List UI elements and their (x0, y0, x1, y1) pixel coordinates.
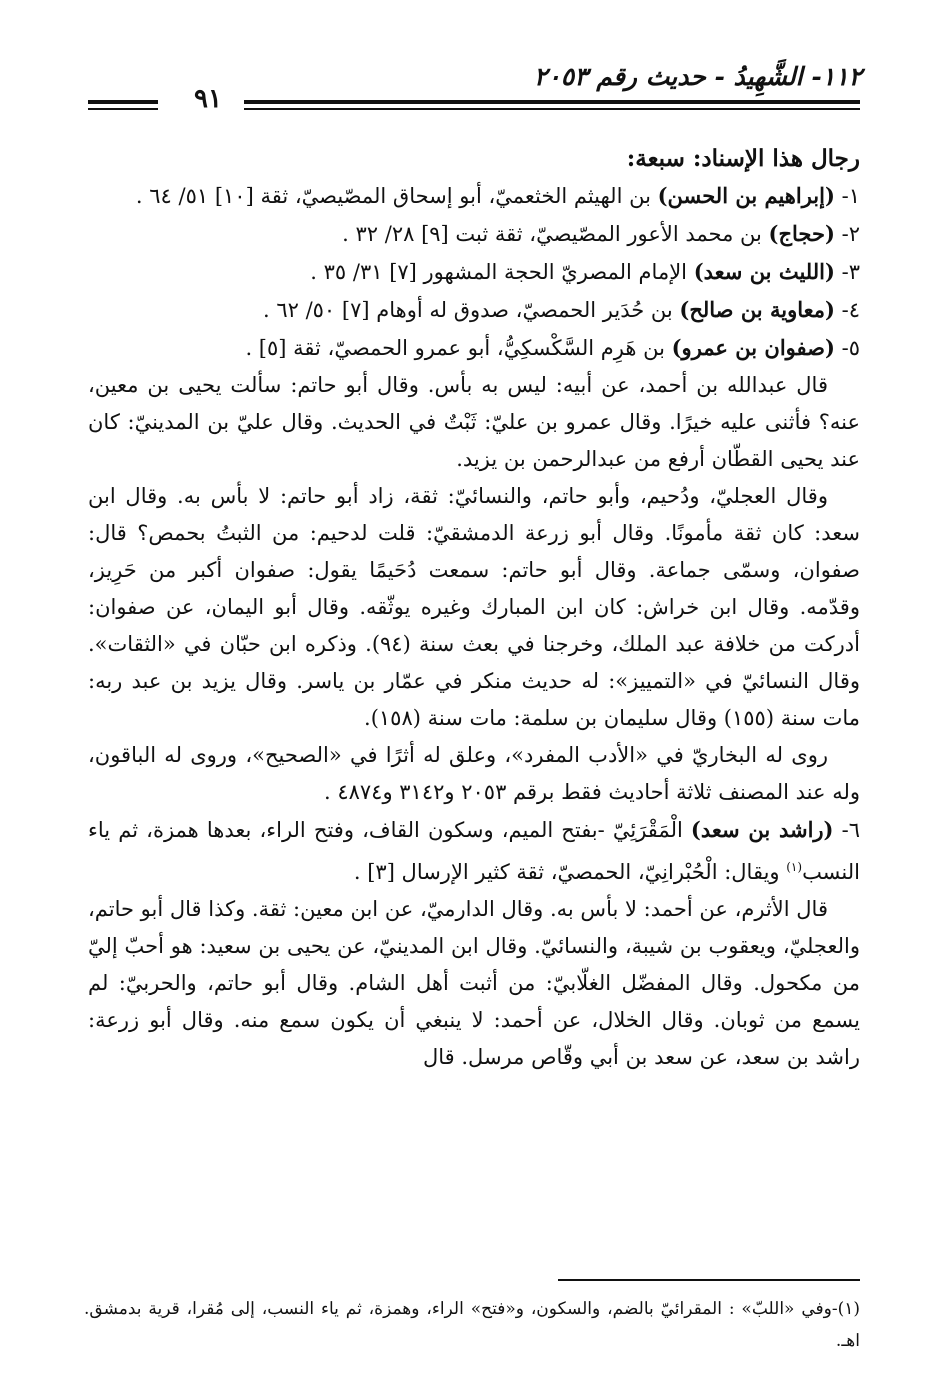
header-rule-left-thin (88, 108, 158, 110)
narrator-number: ٢- (841, 222, 860, 246)
narrator-name: (راشد بن سعد) (690, 817, 834, 842)
narrator-number: ٣- (841, 260, 860, 284)
narrator-details: الإمام المصريّ الحجة المشهور [٧] ٣١/ ٣٥ . (310, 260, 694, 284)
header-rule-left-thick (88, 100, 158, 104)
narrator-details: بن محمد الأعور المصّيصيّ، ثقة ثبت [٩] ٢٨/ ٣٢ . (342, 222, 769, 246)
narrator-1 (88, 177, 860, 215)
narrator-number: ١- (841, 184, 860, 208)
paragraph: وقال العجليّ، ودُحيم، وأبو حاتم، والنسائيّ: ثقة، زاد أبو حاتم: لا بأس به. وقال ابن سعد: كان ثقة مأمونًا. وقال أبو زرعة الدمشقيّ: قلت لدحيم: من الثبتُ بحمص؟ قال: صفوان، وسمّى جماعة. وقال أبو حاتم: سمعت دُحَيمًا يقول: صفوان أكبر من حَرِيز، وقدّمه. وقال ابن خراش: كان ابن المبارك وغيره يوثّقه. وقال أبو اليمان، عن صفوان: أدركت من خلافة عبد الملك، وخرجنا في بعث سنة (٩٤). وذكره ابن حبّان في «الثقات». وقال النسائيّ في «التمييز»: له حديث منكر في عمّار بن ياسر. وقال يزيد بن عبد ربه: مات سنة (١٥٥) وقال سليمان بن سلمة: مات سنة (١٥٨). (88, 484, 860, 730)
narrator-number: ٤- (841, 298, 860, 322)
narrator-details: الْمَقْرَئِيّ -بفتح الميم، وسكون القاف، وفتح الراء، بعدها همزة، ثم ياء النسب (88, 818, 860, 884)
narrator-name: (الليث بن سعد) (693, 259, 835, 284)
narrator-number: ٦- (841, 818, 860, 842)
narrator-details: بن هَرِم السَّكْسكِيُّ، أبو عمرو الحمصيّ، ثقة [٥] . (245, 336, 672, 360)
header-rule-thick (244, 100, 860, 104)
narrator-name: (إبراهيم بن الحسن) (657, 183, 835, 208)
footnote: (١)-وفي «اللبّ» : المقرائيّ بالضم، والسكون، و«فتح» الراء، وهمزة، ثم ياء النسب، إلى مُقرا، قرية بدمشق. اهـ. (84, 1299, 860, 1351)
narrator-number: ٥- (841, 336, 860, 360)
narrator-2 (88, 215, 860, 253)
footnote-reference[interactable]: (١) (786, 860, 803, 874)
narrator-3 (88, 253, 860, 291)
page-number: ٩١ (194, 84, 222, 114)
section-heading: رجال هذا الإسناد: سبعة: (626, 145, 860, 172)
narrator-details: بن حُدَير الحمصيّ، صدوق له أوهام [٧] ٥٠/ ٦٢ . (262, 298, 680, 322)
main-text (88, 140, 860, 1076)
narrator-details: بن الهيثم الخثعميّ، أبو إسحاق المصّيصيّ، ثقة [١٠] ٥١/ ٦٤ . (135, 184, 658, 208)
footnote-divider (558, 1279, 860, 1281)
paragraph: قال عبدالله بن أحمد، عن أبيه: ليس به بأس. وقال أبو حاتم: سألت يحيى بن معين، عنه؟ فأثنى عليه خيرًا. وقال عمرو بن عليّ: ثَبْتٌ في الحديث. وقال عليّ بن المدينيّ: كان عند يحيى القطّان أرفع من عبدالرحمن بن يزيد. (88, 373, 860, 471)
header-rule-thin (244, 108, 860, 110)
narrator-5 (88, 329, 860, 367)
narrator-details: ويقال: الْحُبْرانِيّ، الحمصيّ، ثقة كثير الإرسال [٣] . (353, 860, 787, 884)
narrator-name: (معاوية بن صالح) (679, 297, 835, 322)
narrator-6 (88, 811, 860, 891)
running-title: ١١٢- الشَّهِيدُ - حديث رقم ٢٠٥٣ (533, 62, 862, 91)
paragraph: قال الأثرم، عن أحمد: لا بأس به. وقال الدارميّ، عن ابن معين: ثقة. وكذا قال أبو حاتم، والعجليّ، ويعقوب بن شيبة، والنسائيّ. وقال ابن المدينيّ، عن يحيى بن سعيد: هو أحبّ إليّ من مكحول. وقال المفضّل الغلّابيّ: من أثبت أهل الشام. وقال أبو حاتم، والحربيّ: لم يسمع من ثوبان. وقال الخلال، عن أحمد: لا ينبغي أن يكون سمع منه. وقال أبو زرعة: راشد بن سعد، عن سعد بن أبي وقّاص مرسل. قال (88, 897, 861, 1069)
paragraph: روى له البخاريّ في «الأدب المفرد»، وعلق له أثرًا في «الصحيح»، وروى له الباقون، وله عند المصنف ثلاثة أحاديث فقط برقم ٢٠٥٣ و٣١٤٢ و٤٨٧٤ . (88, 743, 860, 804)
narrator-4 (88, 291, 860, 329)
narrator-name: (صفوان بن عمرو) (671, 335, 835, 360)
narrator-name: (حجاج) (768, 221, 835, 246)
